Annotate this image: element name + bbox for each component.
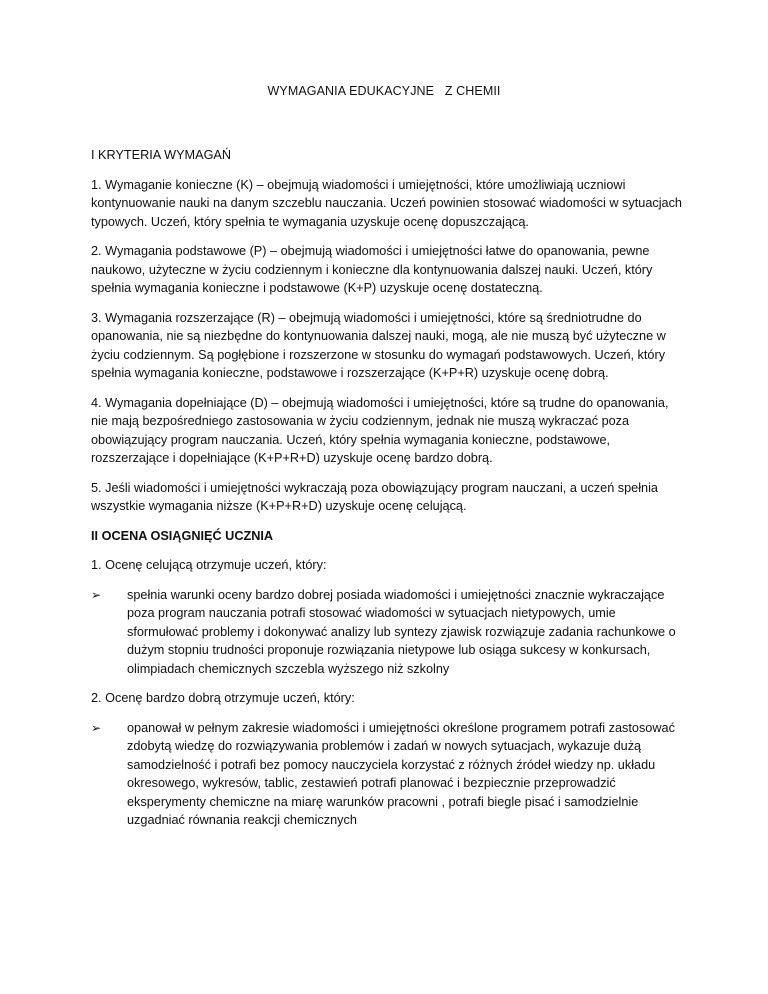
arrow-bullet-icon: ➢ (91, 720, 102, 735)
bullet-text: spełnia warunki oceny bardzo dobrej posiada wiadomości i umiejętności znacznie wykraczające poza program nauczania potrafi stosować wiadomości w sytuacjach nietypowych, umie sformułować problemy i dokonywać analizy lub syntezy zjawisk rozwiązuje zadania rachunkowe o dużym stopniu trudności proponuje rozwiązania nietypowe lub osiąga sukcesy w konkursach, olimpiadach chemicznych szczebla wyższego niż szkolny (127, 587, 676, 676)
grade-intro-celujaca: 1. Ocenę celującą otrzymuje uczeń, który: (91, 558, 327, 572)
criteria-paragraph-4: 4. Wymagania dopełniające (D) – obejmują wiadomości i umiejętności, które są trudne do opanowania, nie mają bezpośredniego zastosowania w życiu codziennym, jednak nie muszą wykraczać poza obowiązujący program nauczania. Uczeń, który spełnia wymagania konieczne, podstawowe, rozszerzające i dopełniające (K+P+R+D) uzyskuje ocenę bardzo dobrą. (91, 395, 669, 465)
document-body (91, 146, 687, 841)
document-title: WYMAGANIA EDUKACYJNE Z CHEMII (267, 84, 501, 98)
criteria-paragraph-1: 1. Wymaganie konieczne (K) – obejmują wiadomości i umiejętności, które umożliwiają uczniowi kontynuowanie nauki na danym szczeblu nauczania. Uczeń powinien stosować wiadomości w sytuacjach typowych. Uczeń, który spełnia te wymagania uzyskuje ocenę dopuszczającą. (91, 177, 682, 229)
grade-intro-bardzo-dobra: 2. Ocenę bardzo dobrą otrzymuje uczeń, który: (91, 691, 355, 705)
section-heading-assessment: II OCENA OSIĄGNIĘĆ UCZNIA (91, 528, 274, 543)
criteria-paragraph-3: 3. Wymagania rozszerzające (R) – obejmują wiadomości i umiejętności, które są średniotrudne do opanowania, nie są niezbędne do kontynuowania dalszej nauki, mogą, ale nie muszą być użyteczne w życiu codziennym. Są pogłębione i rozszerzone w stosunku do wymagań podstawowych. Uczeń, który spełnia wymagania konieczne, podstawowe i rozszerzające (K+P+R) uzyskuje ocenę dobrą. (91, 310, 666, 380)
bullet-text: opanował w pełnym zakresie wiadomości i umiejętności określone programem potrafi zastosować zdobytą wiedzę do rozwiązywania problemów i zadań w nowych sytuacjach, wykazuje dużą samodzielność i potrafi bez pomocy nauczyciela korzystać z różnych źródeł wiedzy np. układu okresowego, wykresów, tablic, zestawień potrafi planować i bezpiecznie przeprowadzić eksperymenty chemiczne na miarę warunków pracowni , potrafi biegle pisać i samodzielnie uzgadniać równania reakcji chemicznych (127, 720, 675, 827)
grade-bullet-bardzo-dobra (91, 719, 687, 830)
criteria-paragraph-2: 2. Wymagania podstawowe (P) – obejmują wiadomości i umiejętności łatwe do opanowania, pewne naukowo, użyteczne w życiu codziennym i konieczne dla kontynuowania dalszej nauki. Uczeń, który spełnia wymagania konieczne i podstawowe (K+P) uzyskuje ocenę dostateczną. (91, 244, 653, 295)
arrow-bullet-icon: ➢ (91, 587, 102, 602)
criteria-paragraph-5: 5. Jeśli wiadomości i umiejętności wykraczają poza obowiązujący program nauczani, a uczeń spełnia wszystkie wymagania niższe (K+P+R+D) uzyskuje ocenę celującą. (91, 480, 658, 513)
section-heading-criteria: I KRYTERIA WYMAGAŃ (91, 148, 232, 162)
grade-bullet-celujaca (91, 586, 687, 679)
